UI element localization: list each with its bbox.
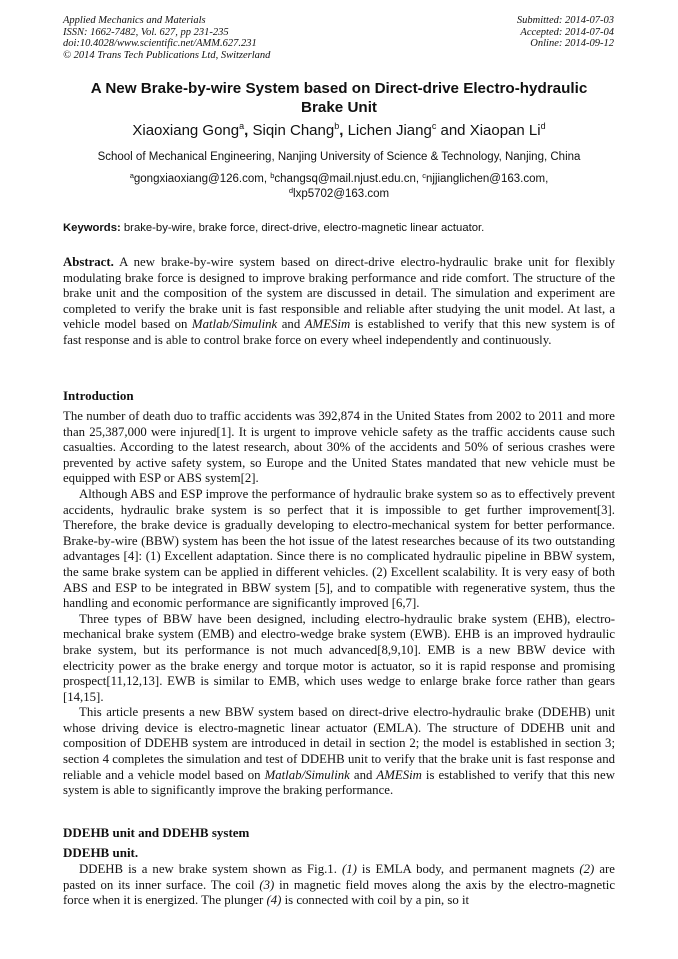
email-mark: d: [288, 185, 294, 195]
intro-paragraph-2: Although ABS and ESP improve the performance of hydraulic brake system so as to effectively prevent accidents, hydraulic brake system is so perfect that it is impossible to get further improvement[3]. Therefore, the brake device is gradually developing to electro-mechanical system for better performance. Brake-by-wire (BBW) system has been the hot issue of the latest researches because of its two outstanding advantages [4]: (1) Excellent adaptation. Since there is no complicated hydraulic pipeline in BBW system, the same brake system can be applied in different vehicles. (2) Excellent scalability. It is very easy of both ABS and ESP to be integrated in BBW system [5], and to compatible with regenerative system, thus the handling and economic performance are significantly improved [6,7].: [63, 486, 615, 611]
abstract-italic: AMESim: [304, 317, 351, 332]
abstract-text: and: [277, 317, 305, 332]
abstract: [63, 255, 615, 349]
author-emails: [40, 172, 638, 201]
section-2-paragraph: [63, 862, 615, 909]
author-name: Xiaoxiang Gong: [132, 122, 240, 139]
abstract-paragraph: [63, 255, 615, 349]
section-2-heading: DDEHB unit and DDEHB system: [63, 825, 250, 840]
title-line-2: Brake Unit: [301, 99, 377, 116]
sec2-text: are pasted on its inner surface. The coil: [63, 862, 615, 892]
journal-issn: ISSN: 1662-7482, Vol. 627, pp 231-235: [63, 26, 229, 38]
email-address[interactable]: gongxiaoxiang@126.com,: [133, 173, 271, 185]
email-mark: b: [270, 171, 275, 180]
author-list: [20, 122, 658, 140]
journal-doi[interactable]: doi:10.4028/www.scientific.net/AMM.627.231: [63, 38, 257, 49]
sec2-italic: (2): [579, 862, 595, 876]
keywords: [63, 221, 615, 235]
online-date: Online: 2014-09-12: [530, 38, 614, 49]
section-2-body: [63, 862, 615, 909]
intro-italic: Matlab/Simulink: [264, 767, 350, 782]
journal-header: [63, 15, 270, 61]
author-separator: ,: [339, 122, 348, 139]
sec2-text: is connected with coil by a pin, so it: [281, 893, 470, 908]
sec2-italic: (4): [266, 893, 282, 908]
sec2-text: in magnetic field moves along the axis by the electro-magnetic force when it is energized. The plunger: [63, 877, 615, 908]
email-address[interactable]: njjianglichen@163.com,: [426, 173, 549, 185]
author-mark: a: [239, 121, 245, 131]
dates-header: [517, 15, 614, 50]
title-line-1: A New Brake-by-wire System based on Direct-drive Electro-hydraulic: [90, 80, 588, 97]
author-separator: ,: [244, 122, 253, 139]
email-mark: c: [422, 171, 426, 180]
author-name: Siqin Chang: [252, 122, 335, 139]
paper-title: [40, 79, 638, 117]
introduction-heading: Introduction: [63, 388, 134, 403]
introduction-body: [63, 409, 615, 799]
sec2-italic: (1): [341, 862, 357, 876]
keywords-text: brake-by-wire, brake force, direct-drive, electro-magnetic linear actuator.: [120, 222, 485, 234]
sec2-italic: (3): [259, 877, 275, 892]
abstract-text: A new brake-by-wire system based on direct-drive electro-hydraulic brake unit for flexibly modulating brake force is designed to improve braking performance and ride comfort. The structure of the brake unit and the composition of the system are discussed in detail. The simulation and experiment are completed to verify the brake unit is fast responsible and reliable after studying the unit model. At last, a vehicle model based on: [63, 255, 615, 332]
email-line-2: [40, 187, 638, 202]
section-2-subheading: DDEHB unit.: [63, 845, 139, 860]
journal-copyright: © 2014 Trans Tech Publications Ltd, Switzerland: [63, 49, 271, 61]
sec2-text: is EMLA body, and permanent magnets: [356, 862, 580, 876]
author-mark: b: [334, 121, 340, 131]
accepted-date: Accepted: 2014-07-04: [520, 26, 614, 38]
intro-text: and: [349, 767, 377, 782]
journal-name: Applied Mechanics and Materials: [63, 15, 206, 26]
intro-italic: AMESim: [376, 767, 422, 782]
author-mark: d: [540, 121, 546, 131]
author-separator: and: [436, 122, 470, 139]
abstract-italic: Matlab/Simulink: [191, 317, 278, 332]
author-name: Xiaopan Li: [469, 122, 541, 139]
email-line-1: [40, 172, 638, 187]
keywords-label: Keywords:: [63, 222, 121, 234]
intro-paragraph-4: [63, 705, 615, 799]
email-mark: a: [129, 171, 134, 180]
author-name: Lichen Jiang: [347, 122, 432, 139]
abstract-label: Abstract.: [63, 255, 114, 269]
submitted-date: Submitted: 2014-07-03: [516, 15, 614, 26]
intro-text: is established to verify that this new system is able to significantly improve the braking performance.: [63, 767, 615, 798]
intro-text: This article presents a new BBW system based on direct-drive electro-hydraulic brake (DDEHB) unit whose driving device is electro-magnetic linear actuator (EMLA). The structure of DDEHB unit and composition of DDEHB system are introduced in detail in section 2; the model is established in section 3; section 4 completes the simulation and test of DDEHB unit to verify that the brake unit is fast response and reliable and a vehicle model based on: [63, 705, 615, 782]
author-mark: c: [431, 121, 437, 131]
sec2-text: DDEHB is a new brake system shown as Fig.1.: [79, 862, 342, 876]
email-address[interactable]: lxp5702@163.com: [293, 187, 390, 200]
intro-paragraph-3: Three types of BBW have been designed, including electro-hydraulic brake system (EHB), electro-mechanical brake system (EMB) and electro-wedge brake system (EWB). EHB is an improved hydraulic brake system, but its performance is not much advanced[8,9,10]. EMB is a new BBW device with electricity power as the brake energy and torque motor is actuator, so it is rapid response and promising prospect[11,12,13]. EWB is similar to EMB, which uses wedge to enlarge brake force rather than gears [14,15].: [63, 611, 615, 704]
intro-paragraph-1: The number of death duo to traffic accidents was 392,874 in the United States from 2002 to 2011 and more than 25,387,000 were injured[1]. It is urgent to improve vehicle safety as the traffic accidents cause such casualties. According to the latest research, about 30% of the accidents and 50% of serious crashes were prevented by active safety system, so Europe and the United States mandated that new vehicle must be equipped with ESP or ABS system[2].: [63, 409, 615, 486]
abstract-text: is established to verify that this new system is of fast response and is able to control brake force on every wheel independently and continuously.: [63, 317, 615, 347]
email-address[interactable]: changsq@mail.njust.edu.cn,: [274, 173, 423, 185]
affiliation: School of Mechanical Engineering, Nanjing University of Science & Technology, Nanjing, China: [97, 151, 581, 163]
